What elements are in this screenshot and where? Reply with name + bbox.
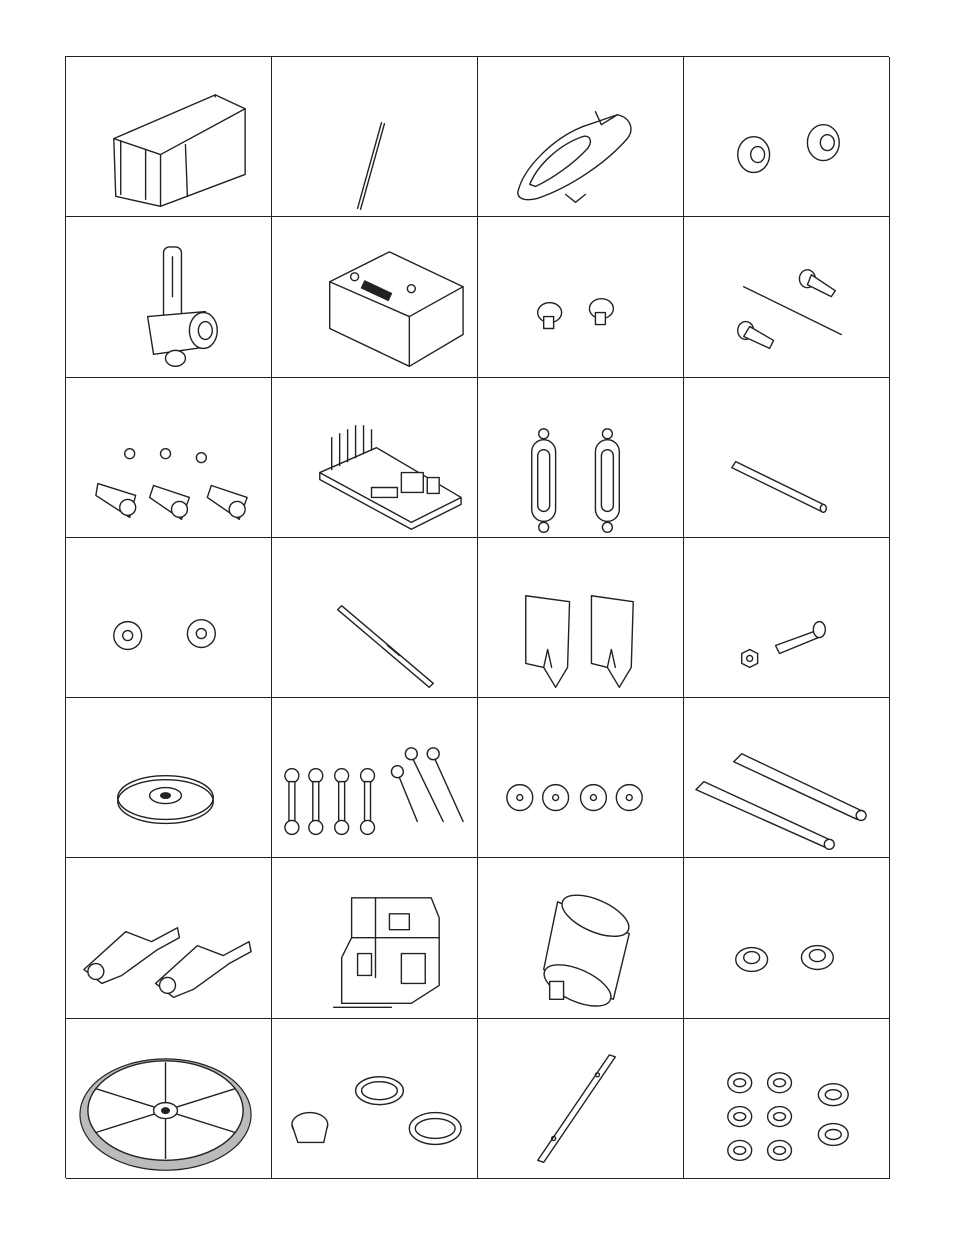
part-cell-13 xyxy=(66,538,272,698)
part-cell-21 xyxy=(66,858,272,1018)
bearing-collars-icon xyxy=(272,1019,477,1178)
part-cell-4 xyxy=(684,57,890,217)
part-cell-26 xyxy=(272,1019,478,1179)
canopy-mount-buttons-icon xyxy=(478,217,683,376)
main-frame-icon xyxy=(272,858,477,1017)
parts-grid xyxy=(65,56,889,1178)
part-cell-19 xyxy=(478,698,684,858)
metal-rod-icon xyxy=(272,57,477,216)
part-cell-7 xyxy=(478,217,684,377)
bolt-and-nut-icon xyxy=(684,538,889,697)
main-rotor-blades-icon xyxy=(684,698,889,857)
screws-and-rod-icon xyxy=(684,217,889,376)
charger-box-icon xyxy=(272,217,477,376)
swashplate-disc-icon xyxy=(66,698,271,857)
ball-link-rods-icon xyxy=(272,698,477,857)
part-cell-18 xyxy=(272,698,478,858)
carbon-tube-icon xyxy=(684,378,889,537)
tail-blades-icon xyxy=(478,538,683,697)
shaft-collars-icon xyxy=(66,538,271,697)
part-cell-25 xyxy=(66,1019,272,1179)
rubber-grommets-icon xyxy=(684,57,889,216)
part-cell-15 xyxy=(478,538,684,698)
part-cell-17 xyxy=(66,698,272,858)
main-shaft-hub-icon xyxy=(66,217,271,376)
bearing-pair-icon xyxy=(684,858,889,1017)
part-cell-1 xyxy=(66,57,272,217)
landing-skid-loops-icon xyxy=(478,378,683,537)
part-cell-16 xyxy=(684,538,890,698)
part-cell-14 xyxy=(272,538,478,698)
part-cell-2 xyxy=(272,57,478,217)
part-cell-28 xyxy=(684,1019,890,1179)
part-cell-6 xyxy=(272,217,478,377)
washers-icon xyxy=(478,698,683,857)
tail-boom-rod-icon xyxy=(272,538,477,697)
part-cell-20 xyxy=(684,698,890,858)
main-gear-icon xyxy=(66,1019,271,1178)
part-cell-24 xyxy=(684,858,890,1018)
part-cell-23 xyxy=(478,858,684,1018)
receiver-board-icon xyxy=(272,378,477,537)
motor-icon xyxy=(478,858,683,1017)
part-cell-22 xyxy=(272,858,478,1018)
part-cell-5 xyxy=(66,217,272,377)
ball-bearing-set-icon xyxy=(684,1019,889,1178)
part-cell-3 xyxy=(478,57,684,217)
canopy-icon xyxy=(478,57,683,216)
main-shaft-icon xyxy=(478,1019,683,1178)
part-cell-11 xyxy=(478,378,684,538)
battery-pack-icon xyxy=(66,57,271,216)
part-cell-8 xyxy=(684,217,890,377)
part-cell-27 xyxy=(478,1019,684,1179)
part-cell-12 xyxy=(684,378,890,538)
blade-grips-icon xyxy=(66,858,271,1017)
part-cell-9 xyxy=(66,378,272,538)
part-cell-10 xyxy=(272,378,478,538)
servo-arms-with-screws-icon xyxy=(66,378,271,537)
